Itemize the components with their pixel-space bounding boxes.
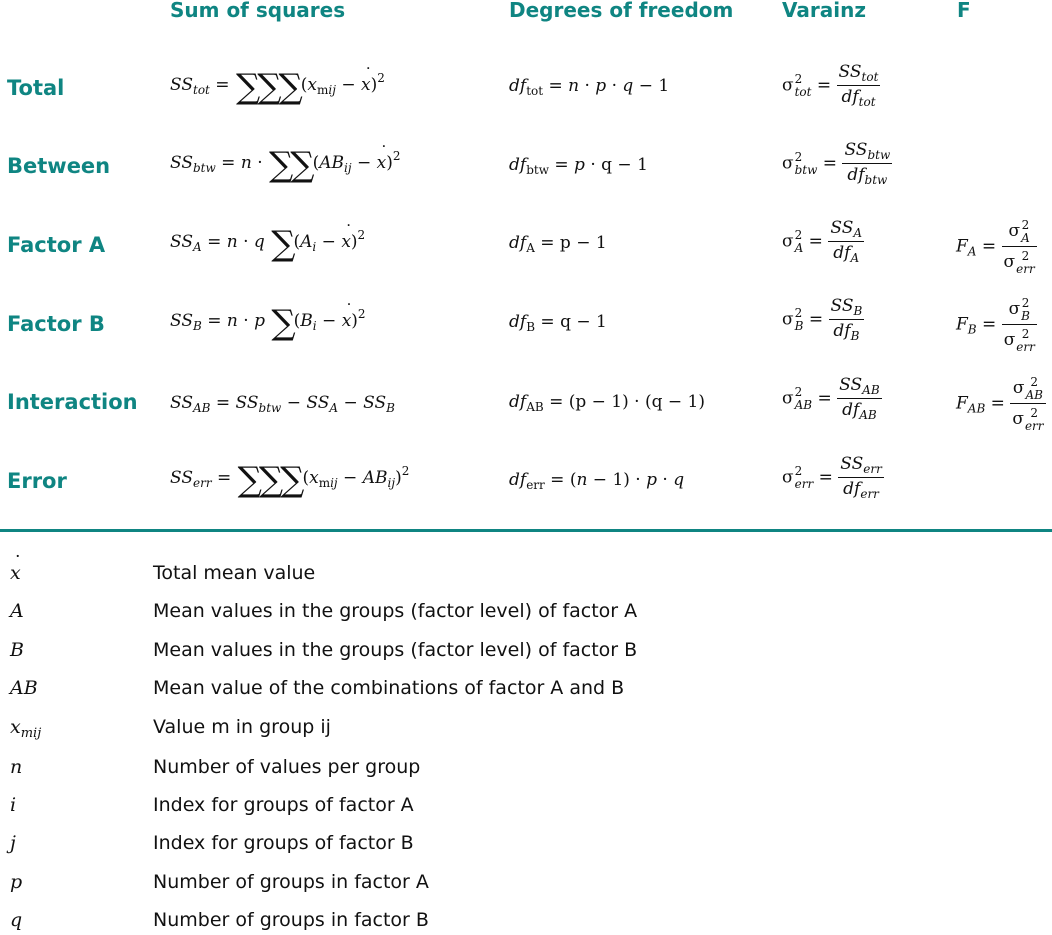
ss-formula-error: $SS_{err} = \sum\sum\sum(x_{mij} - AB_{ij})^2$ <box>170 460 410 500</box>
legend-text-j: Index for groups of factor B <box>153 832 414 854</box>
f-formula-factor-b: $F_B$ = σ 2 B σ 2 err <box>956 296 1035 354</box>
df-formula-between: $df_{btw} = p \cdot q - 1$ <box>509 155 648 177</box>
legend-symbol-xmij: $x_{mij}$ <box>10 716 42 741</box>
legend-symbol-ab: AB <box>10 677 38 699</box>
legend-text-b: Mean values in the groups (factor level) of factor B <box>153 639 638 661</box>
legend-symbol-a: A <box>10 600 24 622</box>
df-formula-factor-b: $df_B = q - 1$ <box>509 312 607 334</box>
ss-formula-interaction: $SS_{AB} = SS_{btw} - SS_A - SS_B$ <box>170 393 395 415</box>
ss-formula-factor-b: $SS_B = n \cdot p$ $\sum(B_i$ − ˙ x)$^2$ <box>170 306 366 340</box>
row-label-between: Between <box>7 154 111 178</box>
df-formula-interaction: $df_{AB} = (p - 1) \cdot (q - 1)$ <box>509 392 705 414</box>
header-variance: Varainz <box>782 0 866 22</box>
legend-symbol-i: i <box>10 794 17 816</box>
legend-text-i: Index for groups of factor A <box>153 794 414 816</box>
row-label-error: Error <box>7 469 67 493</box>
legend-text-p: Number of groups in factor A <box>153 871 429 893</box>
var-formula-factor-a: σ 2 A = $\frac{SS_A}{df_A}$ <box>782 218 863 265</box>
var-formula-error: σ 2 err = $\frac{SS_{err}}{df_{err}}$ <box>782 454 882 501</box>
ss-formula-total: $SS_{tot} = \sum\sum\sum(x_{mij}$ − ˙ x)$^2$ <box>170 70 385 104</box>
header-degrees-of-freedom: Degrees of freedom <box>509 0 734 22</box>
legend-text-ab: Mean value of the combinations of factor A and B <box>153 677 625 699</box>
section-divider <box>0 529 1052 532</box>
legend-symbol-j: j <box>10 832 16 854</box>
legend-text-q: Number of groups in factor B <box>153 909 429 931</box>
var-formula-factor-b: σ 2 B = $\frac{SS_B}{df_B}$ <box>782 296 863 343</box>
var-formula-between: σ 2 btw = $\frac{SS_{btw}}{df_{btw}}$ <box>782 140 891 187</box>
row-label-interaction: Interaction <box>7 390 138 414</box>
row-label-factor-a: Factor A <box>7 233 106 257</box>
legend-text-a: Mean values in the groups (factor level) of factor A <box>153 600 638 622</box>
f-formula-interaction: $F_{AB}$ = σ 2 AB σ 2 err <box>956 375 1044 433</box>
legend-symbol-total-mean: ˙ x <box>10 562 21 584</box>
df-formula-total: $df_{tot} = n \cdot p \cdot q - 1$ <box>509 76 670 98</box>
df-formula-error: $df_{err} = (n - 1) \cdot p \cdot q$ <box>509 470 685 492</box>
ss-formula-factor-a: $SS_A = n \cdot q$ $\sum(A_i$ − ˙ x)$^2$ <box>170 227 365 261</box>
legend-text-xmij: Value m in group ij <box>153 716 331 738</box>
legend-text-total-mean: Total mean value <box>153 562 316 584</box>
legend-symbol-q: q <box>10 909 23 931</box>
row-label-total: Total <box>7 76 65 100</box>
legend-symbol-n: n <box>10 756 23 778</box>
legend-text-n: Number of values per group <box>153 756 421 778</box>
f-formula-factor-a: $F_A$ = σ 2 A σ 2 err <box>956 218 1035 276</box>
var-formula-interaction: σ 2 AB = $\frac{SS_{AB}}{df_{AB}}$ <box>782 375 880 422</box>
header-f: F <box>957 0 971 22</box>
header-sum-of-squares: Sum of squares <box>170 0 346 22</box>
ss-formula-between: $SS_{btw} = n \cdot \sum\sum(AB_{ij}$ − ˙ x)$^2$ <box>170 148 400 182</box>
legend-symbol-p: p <box>10 871 23 893</box>
var-formula-total: σ 2 tot = $\frac{SS_{tot}}{df_{tot}}$ <box>782 62 879 109</box>
legend-symbol-b: B <box>10 639 24 661</box>
row-label-factor-b: Factor B <box>7 312 105 336</box>
df-formula-factor-a: $df_A = p - 1$ <box>509 233 607 255</box>
